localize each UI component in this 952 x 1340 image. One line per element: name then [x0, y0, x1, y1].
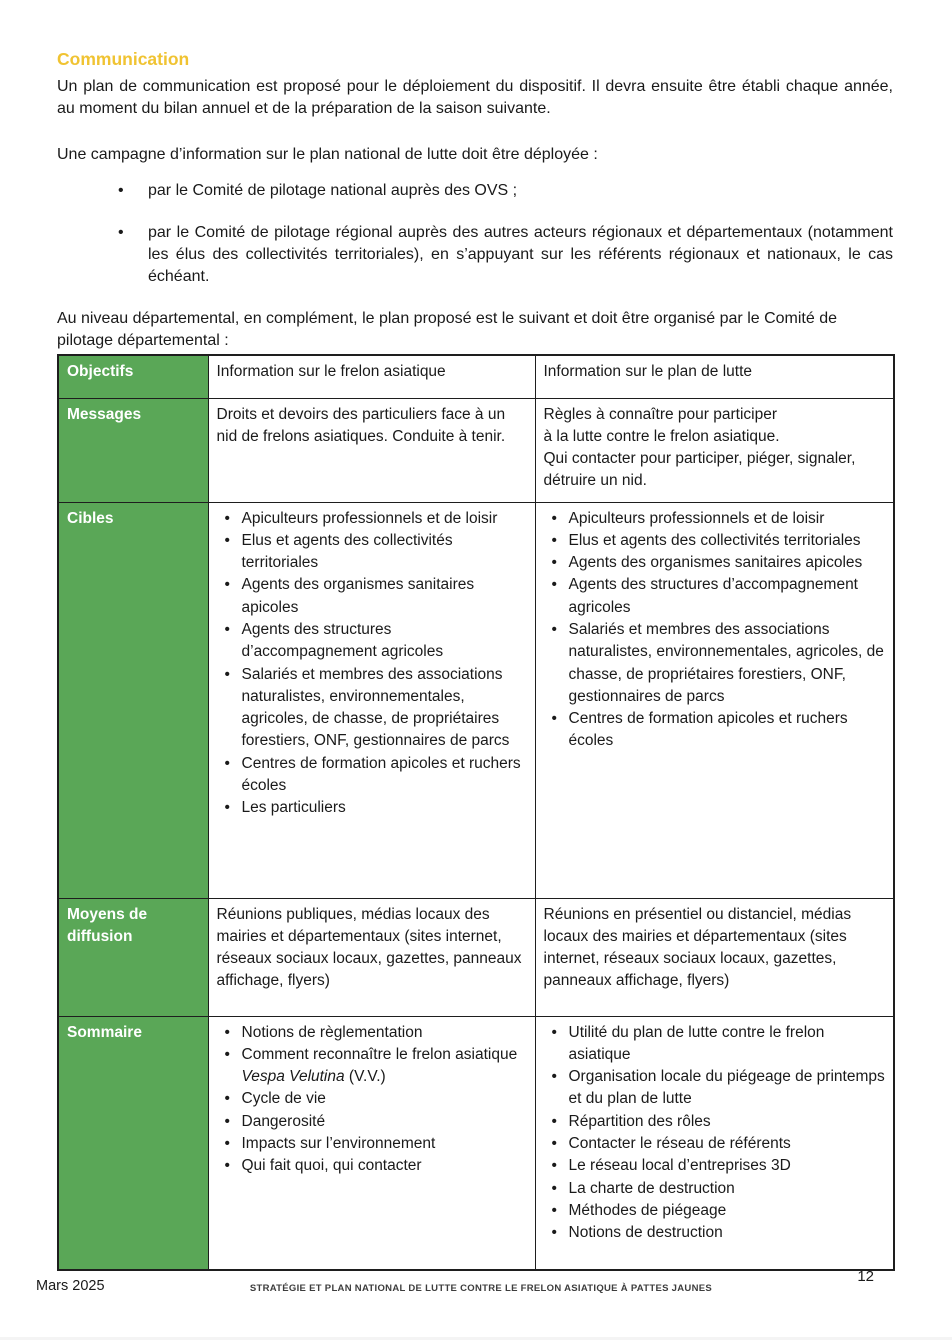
intro-bullet-item: • par le Comité de pilotage national auprès des OVS ;	[118, 180, 893, 202]
row-label-cell: Objectifs	[58, 355, 208, 398]
cell-bullet-item: • Agents des structures d’accompagnement agricoles	[544, 574, 886, 619]
bullet-list-cell	[535, 1016, 894, 1270]
cell-bullet-item: • Centres de formation apicoles et ruchers écoles	[544, 708, 886, 753]
page-footer	[36, 1268, 874, 1294]
table-row	[58, 502, 894, 898]
cell-paragraph: Qui contacter pour participer, piéger, signaler, détruire un nid.	[543, 450, 856, 490]
cell-bullet-item: • Le réseau local d’entreprises 3D	[544, 1155, 886, 1177]
cell-paragraph: à la lutte contre le frelon asiatique.	[543, 427, 780, 445]
intro-paragraph-3: Au niveau départemental, en complément, le plan proposé est le suivant et doit être organisé par le Comité de pilotage départemental :	[57, 310, 838, 349]
row-label-cell: Moyens de diffusion	[58, 898, 208, 1016]
cell-bullet-item: • Contacter le réseau de référents	[544, 1133, 886, 1155]
text-cell	[208, 898, 535, 1016]
cell-paragraph: Règles à connaître pour participer	[543, 405, 777, 423]
cell-bullet-list	[217, 1022, 527, 1178]
cell-bullet-item: • Apiculteurs professionnels et de loisir	[544, 508, 886, 530]
cell-bullet-list	[544, 1022, 886, 1245]
row-label-cell: Messages	[58, 398, 208, 502]
cell-paragraph: Information sur le frelon asiatique	[216, 363, 446, 380]
text-cell	[535, 398, 894, 502]
cell-paragraph: Information sur le plan de lutte	[543, 363, 753, 380]
text-cell	[535, 898, 894, 1016]
cell-bullet-item: • Centres de formation apicoles et ruchers écoles	[217, 753, 527, 798]
cell-bullet-item: • Notions de destruction	[544, 1222, 886, 1244]
cell-bullet-item: • Les particuliers	[217, 797, 527, 819]
row-label-cell: Sommaire	[58, 1016, 208, 1270]
plan-table-body	[58, 355, 894, 1270]
cell-bullet-item: • Notions de règlementation	[217, 1022, 527, 1044]
table-row	[58, 398, 894, 502]
italic-species-name: Vespa Velutina	[241, 1068, 345, 1086]
cell-paragraph: Droits et devoirs des particuliers face à un nid de frelons asiatiques. Conduite à tenir.	[216, 405, 506, 445]
cell-bullet-item: • Agents des organismes sanitaires apicoles	[544, 552, 886, 574]
table-row	[58, 898, 894, 1016]
cell-bullet-item: • Utilité du plan de lutte contre le frelon asiatique	[544, 1022, 886, 1067]
cell-paragraph: Réunions en présentiel ou distanciel, médias locaux des mairies et départementaux (sites internet, réseaux sociaux locaux, gazettes, panneaux affichage, flyers)	[543, 905, 852, 990]
text-cell	[208, 355, 535, 398]
bullet-list-cell	[535, 502, 894, 898]
intro-paragraph-2: Une campagne d’information sur le plan national de lutte doit être déployée :	[57, 146, 598, 163]
cell-bullet-item: • Agents des structures d’accompagnement agricoles	[217, 619, 527, 664]
cell-paragraph: Réunions publiques, médias locaux des mairies et départementaux (sites internet, réseaux sociaux locaux, gazettes, panneaux affichage, flyers)	[216, 905, 522, 990]
cell-bullet-list	[544, 508, 886, 753]
cell-bullet-item: • Apiculteurs professionnels et de loisir	[217, 508, 527, 530]
cell-bullet-item: • Cycle de vie	[217, 1088, 527, 1110]
bullet-list-cell	[208, 502, 535, 898]
cell-bullet-item: • La charte de destruction	[544, 1178, 886, 1200]
cell-bullet-item: • Organisation locale du piégeage de printemps et du plan de lutte	[544, 1066, 886, 1111]
intro-paragraph-1: Un plan de communication est proposé pour le déploiement du dispositif. Il devra ensuite être établi chaque année, au moment du bilan annuel et de la préparation de la saison suivante.	[57, 78, 893, 117]
cell-bullet-item: • Qui fait quoi, qui contacter	[217, 1155, 527, 1177]
cell-bullet-item: • Salariés et membres des associations naturalistes, environnementales, agricoles, de chasse, de propriétaires forestiers, ONF, gestionnaires de parcs	[217, 664, 527, 753]
communication-plan-table	[57, 354, 895, 1271]
intro-bullet-item: • par le Comité de pilotage régional auprès des autres acteurs régionaux et départementaux (notamment les élus des collectivités territoriales), en s’appuyant sur les référents régionaux et nationaux, le cas échéant.	[118, 222, 893, 288]
cell-bullet-item: • Impacts sur l’environnement	[217, 1133, 527, 1155]
bullet-list-cell	[208, 1016, 535, 1270]
table-row	[58, 1016, 894, 1270]
text-segment: (V.V.)	[344, 1068, 386, 1086]
cell-bullet-item	[217, 1044, 527, 1089]
page-content	[57, 48, 893, 1271]
cell-bullet-item: • Dangerosité	[217, 1111, 527, 1133]
cell-bullet-item: • Méthodes de piégeage	[544, 1200, 886, 1222]
text-cell	[535, 355, 894, 398]
footer-date: Mars 2025	[36, 1278, 105, 1294]
cell-bullet-item: • Agents des organismes sanitaires apicoles	[217, 574, 527, 619]
cell-bullet-item: • Salariés et membres des associations naturalistes, environnementales, agricoles, de chasse, de propriétaires forestiers, ONF, gestionnaires de parcs	[544, 619, 886, 708]
footer-document-title: STRATÉGIE ET PLAN NATIONAL DE LUTTE CONTRE LE FRELON ASIATIQUE À PATTES JAUNES	[249, 1283, 712, 1294]
cell-bullet-item: • Elus et agents des collectivités territoriales	[544, 530, 886, 552]
section-heading: Communication	[57, 49, 190, 69]
row-label-cell: Cibles	[58, 502, 208, 898]
intro-bullet-list	[57, 180, 893, 288]
page-number: 12	[857, 1268, 874, 1285]
text-segment: Comment reconnaître le frelon asiatique	[241, 1045, 518, 1063]
cell-bullet-list	[217, 508, 527, 820]
text-cell	[208, 398, 535, 502]
cell-bullet-item: • Elus et agents des collectivités territoriales	[217, 530, 527, 575]
cell-bullet-item: • Répartition des rôles	[544, 1111, 886, 1133]
table-row	[58, 355, 894, 398]
